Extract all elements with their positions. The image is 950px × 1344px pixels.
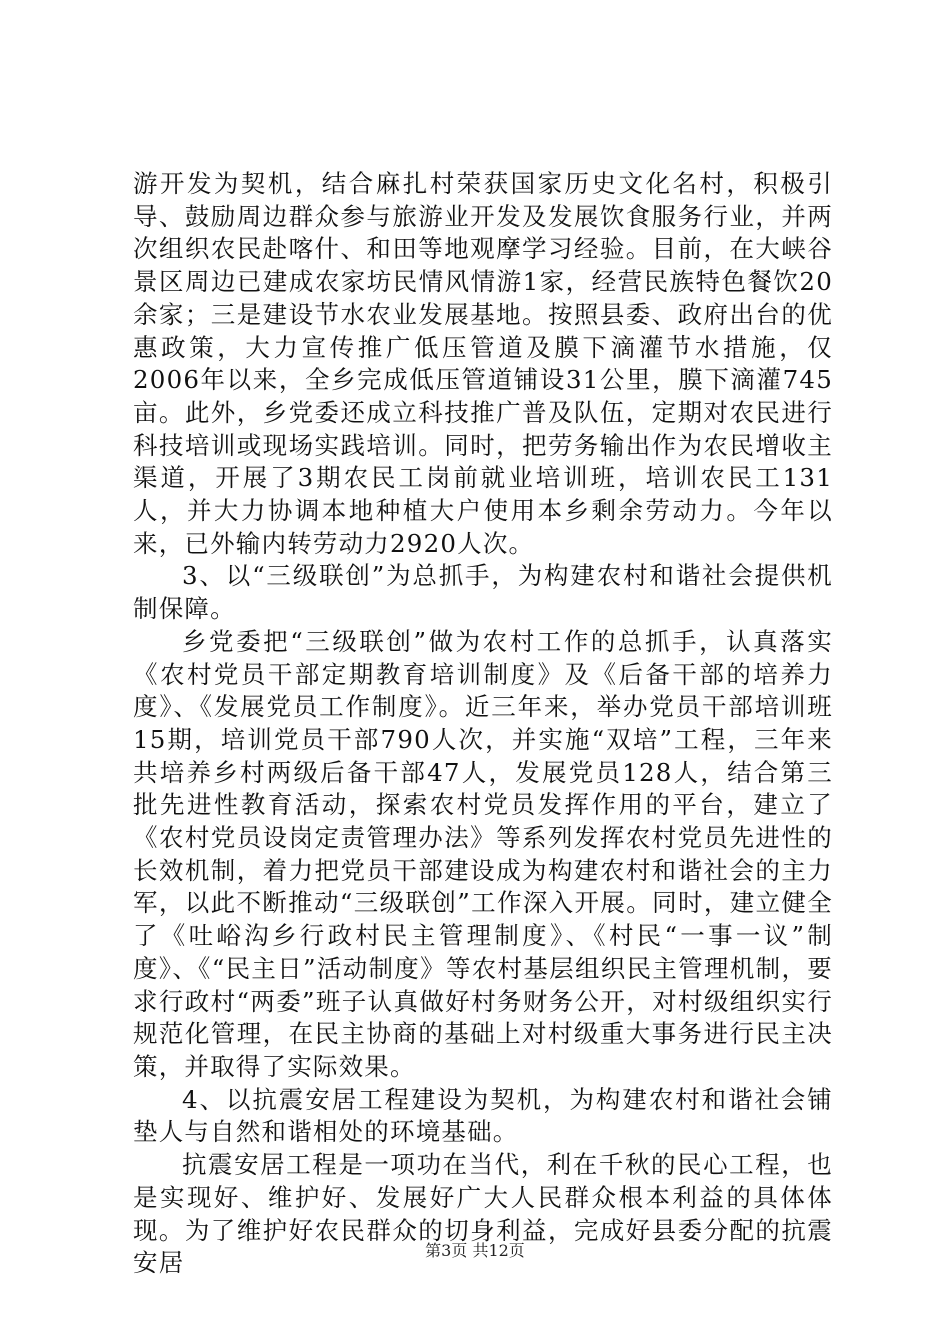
paragraph-continued: 游开发为契机，结合麻扎村荣获国家历史文化名村，积极引导、鼓励周边群众参与旅游业开发及发展饮食服务行业，并两次组织农民赴喀什、和田等地观摩学习经验。目前，在大峡谷景区周边已建成农家坊民情风情游1家，经营民族特色餐饮20余家；三是建设节水农业发展基地。按照县委、政府出台的优惠政策，大力宣传推广低压管道及膜下滴灌节水措施，仅2006年以来，全乡完成低压管道铺设31公里，膜下滴灌745亩。此外，乡党委还成立科技推广普及队伍，定期对农民进行科技培训或现场实践培训。同时，把劳务输出作为农民增收主渠道，开展了3期农民工岗前就业培训班，培训农民工131人，并大力协调本地种植大户使用本乡剩余劳动力。今年以来，已外输内转劳动力2920人次。 [133, 169, 833, 558]
paragraph-earthquake-housing: 抗震安居工程是一项功在当代，利在千秋的民心工程，也是实现好、维护好、发展好广大人民群众根本利益的具体体现。为了维护好农民群众的切身利益，完成好县委分配的抗震安居 [133, 1150, 833, 1278]
document-body [133, 168, 833, 1280]
section-heading-4: 4、以抗震安居工程建设为契机，为构建农村和谐社会铺垫人与自然和谐相处的环境基础。 [133, 1084, 833, 1147]
paragraph-three-level-campaign: 乡党委把“三级联创”做为农村工作的总抓手，认真落实《农村党员干部定期教育培训制度》及《后备干部的培养力度》、《发展党员工作制度》。近三年来，举办党员干部培训班15期，培训党员干部790人次，并实施“双培”工程，三年来共培养乡村两级后备干部47人，发展党员128人，结合第三批先进性教育活动，探索农村党员发挥作用的平台，建立了《农村党员设岗定责管理办法》等系列发挥农村党员先进性的长效机制，着力把党员干部建设成为构建农村和谐社会的主力军，以此不断推动“三级联创”工作深入开展。同时，建立健全了《吐峪沟乡行政村民主管理制度》、《村民“一事一议”制度》、《“民主日”活动制度》等农村基层组织民主管理机制，要求行政村“两委”班子认真做好村务财务公开，对村级组织实行规范化管理，在民主协商的基础上对村级重大事务进行民主决策，并取得了实际效果。 [133, 626, 833, 1081]
section-heading-3: 3、以“三级联创”为总抓手，为构建农村和谐社会提供机制保障。 [133, 561, 833, 624]
page-footer: 第3页 共12页 [425, 1241, 525, 1260]
